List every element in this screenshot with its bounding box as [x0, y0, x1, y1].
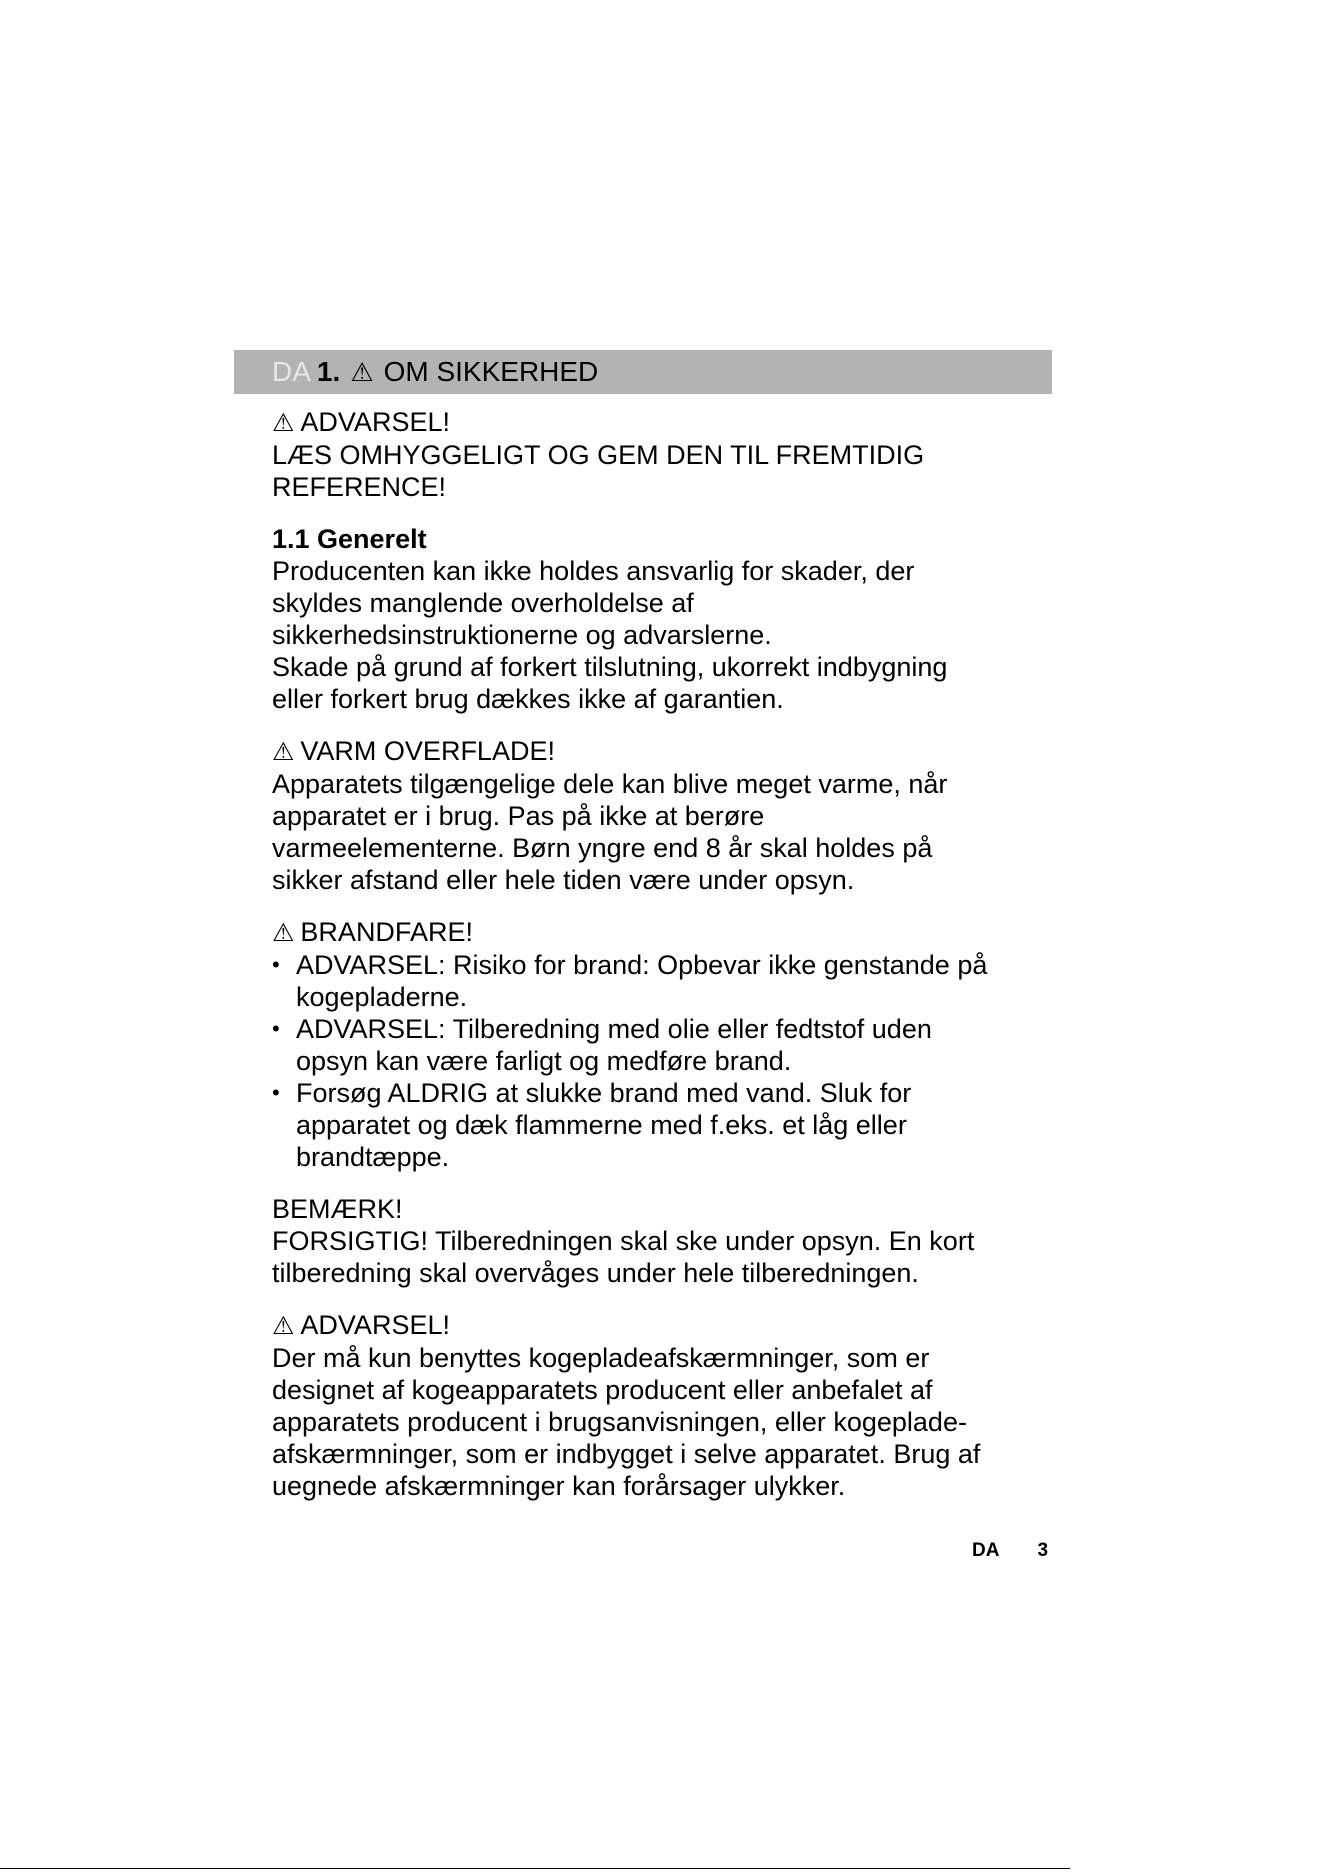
paragraph-line: sikker afstand eller hele tiden være under opsyn.: [272, 865, 855, 895]
fire-heading: ⚠ BRANDFARE!: [272, 917, 473, 947]
bottom-divider: [0, 1868, 1070, 1869]
paragraph-line: Skade på grund af forkert tilslutning, ukorrekt indbygning: [272, 652, 948, 682]
bullet-icon: •: [272, 1080, 280, 1105]
section-header-bar: [234, 350, 1052, 394]
page-number: 3: [1037, 1540, 1049, 1561]
note-section: [272, 1193, 1072, 1289]
paragraph-line: Der må kun benyttes kogepladeafskærmninger, som er: [272, 1343, 930, 1373]
paragraph-line: varmeelementerne. Børn yngre end 8 år skal holdes på: [272, 833, 933, 863]
paragraph-line: tilberedning skal overvåges under hele tilberedningen.: [272, 1258, 919, 1288]
warning-heading: ⚠ ADVARSEL!: [272, 407, 450, 437]
hot-surface-warning-icon: ⚠: [272, 738, 295, 766]
page-footer: [972, 1540, 1048, 1562]
subsection-heading: 1.1 Generelt: [272, 524, 427, 554]
paragraph-line: skyldes manglende overholdelse af: [272, 588, 694, 618]
warning-block-1: [272, 406, 1072, 503]
warning-heading: ⚠ ADVARSEL!: [272, 1310, 450, 1340]
fire-warning-icon: ⚠: [272, 919, 295, 947]
note-heading: BEMÆRK!: [272, 1194, 403, 1224]
fire-bullet-list: [272, 949, 1072, 1173]
paragraph-line: apparatet er i brug. Pas på ikke at berøre: [272, 801, 765, 831]
section-number: 1.: [316, 356, 341, 387]
paragraph-line: Apparatets tilgængelige dele kan blive meget varme, når: [272, 769, 948, 799]
header-language-code: DA: [272, 356, 311, 387]
hot-surface-heading: ⚠ VARM OVERFLADE!: [272, 736, 555, 766]
paragraph-line: eller forkert brug dækkes ikke af garantien.: [272, 684, 784, 714]
paragraph-line: apparatets producent i brugsanvisningen, eller kogeplade-: [272, 1407, 967, 1437]
general-section: [272, 523, 1072, 715]
warning-text-line: LÆS OMHYGGELIGT OG GEM DEN TIL FREMTIDIG: [272, 440, 925, 470]
hot-surface-section: [272, 735, 1072, 896]
paragraph-line: designet af kogeapparatets producent eller anbefalet af: [272, 1375, 933, 1405]
paragraph-line: FORSIGTIG! Tilberedningen skal ske under opsyn. En kort: [272, 1226, 975, 1256]
warning-text-line: REFERENCE!: [272, 472, 447, 502]
footer-language-code: DA: [972, 1540, 1000, 1561]
list-item: • Forsøg ALDRIG at slukke brand med vand. Sluk for apparatet og dæk flammerne med f.eks. et låg eller brandtæppe.: [272, 1078, 912, 1172]
warning-triangle-icon: ⚠: [272, 409, 295, 437]
paragraph-line: uegnede afskærmninger kan forårsager ulykker.: [272, 1471, 846, 1501]
list-item: • ADVARSEL: Risiko for brand: Opbevar ikke genstande på kogepladerne.: [272, 950, 988, 1012]
bullet-icon: •: [272, 1016, 280, 1041]
section-title: OM SIKKERHED: [383, 356, 599, 387]
bullet-icon: •: [272, 952, 280, 977]
warning-block-2: [272, 1309, 1072, 1502]
warning-triangle-icon: ⚠: [350, 356, 374, 387]
paragraph-line: Producenten kan ikke holdes ansvarlig for skader, der: [272, 556, 915, 586]
fire-section: [272, 916, 1072, 1173]
list-item: • ADVARSEL: Tilberedning med olie eller fedtstof uden opsyn kan være farligt og medføre brand.: [272, 1014, 932, 1076]
warning-triangle-icon: ⚠: [272, 1312, 295, 1340]
document-body: [272, 406, 1072, 1522]
paragraph-line: sikkerhedsinstruktionerne og advarslerne.: [272, 620, 772, 650]
paragraph-line: afskærmninger, som er indbygget i selve apparatet. Brug af: [272, 1439, 981, 1469]
